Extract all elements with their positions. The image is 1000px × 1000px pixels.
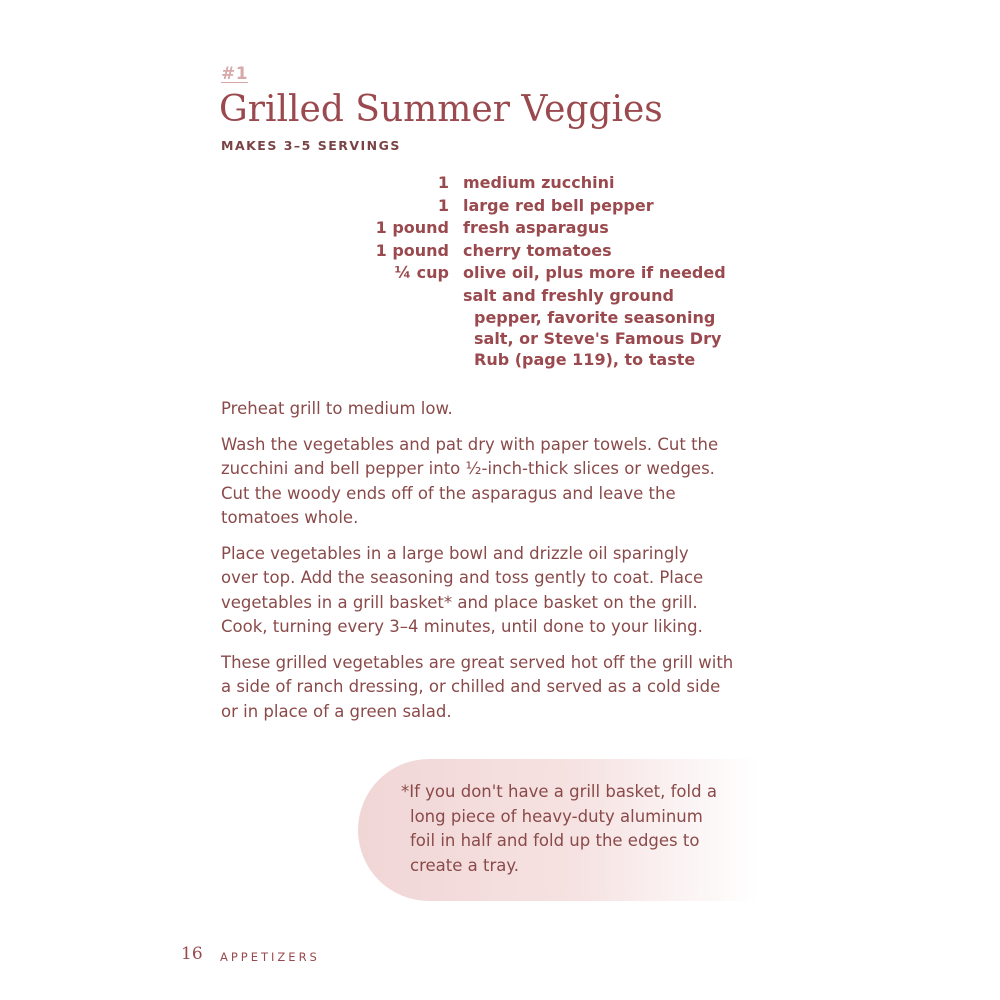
instruction-line: vegetables in a grill basket* and place basket on the grill. [221, 592, 698, 612]
section-name: APPETIZERS [220, 950, 320, 964]
ingredient-quantity: 1 [437, 195, 449, 215]
instruction-line: tomatoes whole. [221, 508, 359, 527]
instruction-line: over top. Add the seasoning and toss gently to coat. Place [221, 568, 704, 587]
ingredient-row [300, 240, 760, 263]
ingredient-name [463, 285, 753, 371]
instruction-line: Preheat grill to medium low. [221, 399, 453, 418]
instruction-line: Wash the vegetables and pat dry with paper towels. Cut the [221, 434, 719, 454]
instructions [221, 397, 781, 735]
instruction-line: These grilled vegetables are great served hot off the grill with [221, 652, 734, 672]
ingredient-name-line: salt, or Steve's Famous Dry [474, 329, 722, 348]
instruction-line: a side of ranch dressing, or chilled and served as a cold side [221, 677, 721, 696]
ingredient-name [463, 217, 753, 240]
servings-label: MAKES 3–5 SERVINGS [221, 138, 401, 153]
ingredient-name [463, 240, 753, 263]
recipe-title: Grilled Summer Veggies [219, 89, 663, 130]
ingredient-name-line: Rub (page 119), to taste [474, 350, 696, 369]
instruction-line: zucchini and bell pepper into ½-inch-thick slices or wedges. [221, 459, 715, 478]
ingredients-list [300, 172, 760, 370]
footnote-line: foil in half and fold up the edges to [410, 831, 700, 850]
ingredient-name-line: large red bell pepper [463, 195, 654, 215]
instruction-paragraph [221, 542, 781, 640]
footnote-text [401, 780, 717, 878]
ingredient-name-line: medium zucchini [463, 173, 615, 192]
footnote-line: create a tray. [410, 855, 519, 875]
instruction-line: or in place of a green salad. [221, 701, 452, 721]
ingredient-quantity: 1 pound [375, 240, 449, 260]
instruction-paragraph [221, 397, 781, 422]
page-number: 16 [181, 944, 203, 964]
ingredient-quantity: 1 [437, 173, 449, 192]
ingredient-name-line: salt and freshly ground [463, 285, 674, 305]
ingredient-name-line: cherry tomatoes [463, 240, 612, 260]
ingredient-name-line: olive oil, plus more if needed [463, 263, 726, 282]
instruction-paragraph [221, 651, 781, 725]
instruction-line: Place vegetables in a large bowl and drizzle oil sparingly [221, 543, 689, 563]
ingredient-row [300, 172, 760, 195]
footnote-line: long piece of heavy-duty aluminum [410, 806, 703, 826]
instruction-line: Cut the woody ends off of the asparagus and leave the [221, 483, 676, 503]
instruction-line: Cook, turning every 3–4 minutes, until done to your liking. [221, 617, 703, 636]
ingredient-row [300, 195, 760, 218]
ingredient-name-line: pepper, favorite seasoning [474, 308, 716, 327]
ingredient-row [300, 217, 760, 240]
ingredient-name [463, 172, 753, 195]
ingredient-name [463, 262, 753, 285]
ingredient-quantity: ¼ cup [394, 263, 449, 282]
recipe-number: #1 [221, 64, 249, 84]
ingredient-row [300, 262, 760, 285]
ingredient-name-line: fresh asparagus [463, 218, 609, 237]
ingredient-name [463, 195, 753, 218]
ingredient-row [300, 285, 760, 371]
instruction-paragraph [221, 433, 781, 531]
footnote-line: *If you don't have a grill basket, fold a [401, 782, 717, 801]
ingredient-quantity: 1 pound [375, 218, 449, 237]
